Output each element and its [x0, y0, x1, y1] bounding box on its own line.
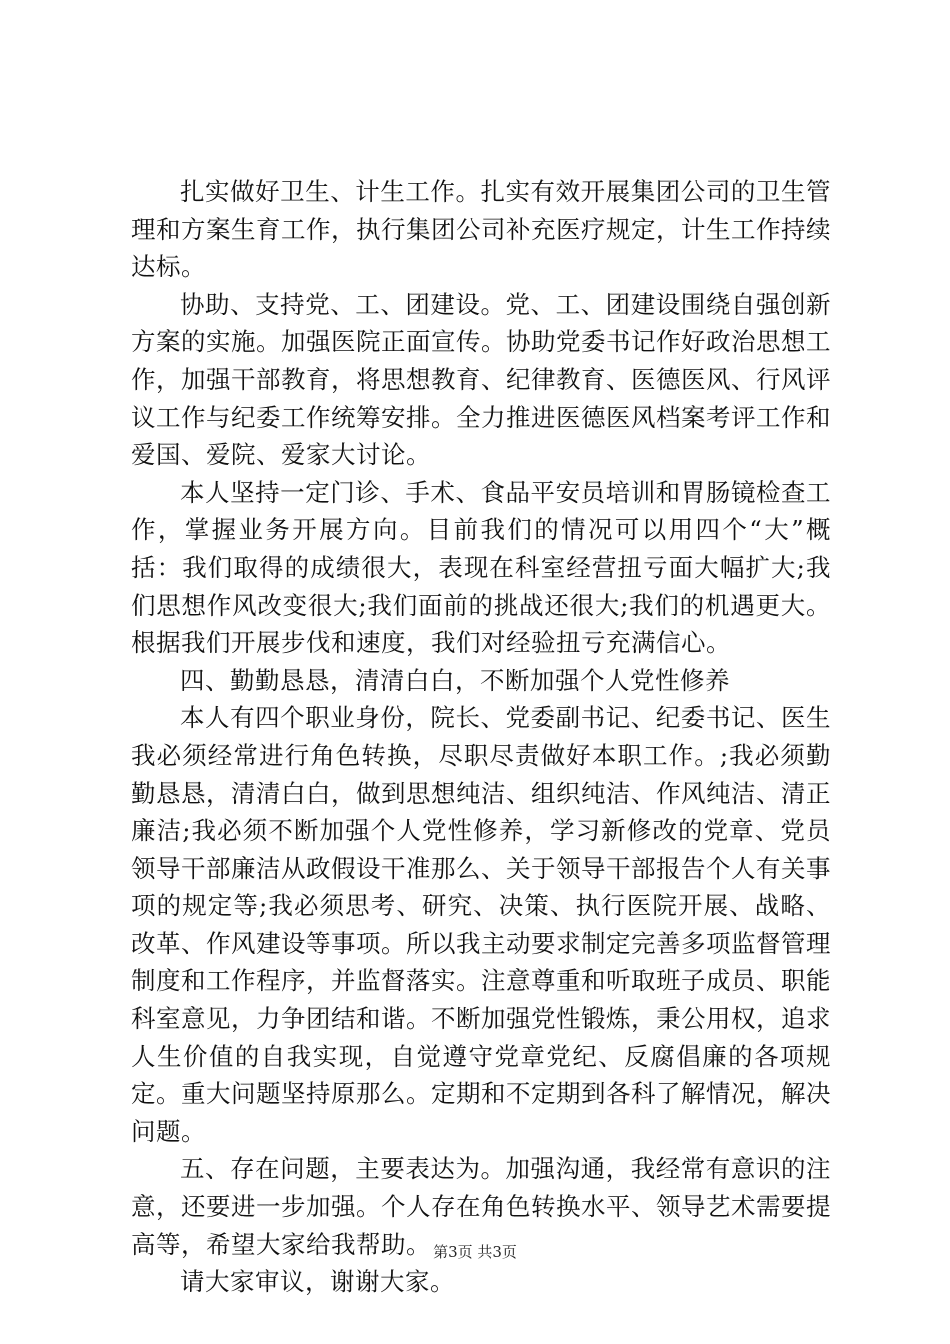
paragraph-party-support: 协助、支持党、工、团建设。党、工、团建设围绕自强创新方案的实施。加强医院正面宣传。协助党委书记作好政治思想工作，加强干部教育，将思想教育、纪律教育、医德医风、行风评议工作与纪委工作统筹安排。全力推进医德医风档案考评工作和爱国、爱院、爱家大讨论。: [131, 289, 831, 470]
paragraph-health-family-planning: 扎实做好卫生、计生工作。扎实有效开展集团公司的卫生管理和方案生育工作，执行集团公司补充医疗规定，计生工作持续达标。: [131, 177, 831, 282]
paragraph-clinical-work: 本人坚持一定门诊、手术、食品平安员培训和胃肠镜检查工作，掌握业务开展方向。目前我们的情况可以用四个“大”概括：我们取得的成绩很大，表现在科室经营扭亏面大幅扩大;我们思想作风改变很大;我们面前的挑战还很大;我们的机遇更大。根据我们开展步伐和速度，我们对经验扭亏充满信心。: [131, 477, 831, 658]
document-body: [131, 173, 831, 1301]
page-number-label: 第3页 共3页: [433, 1243, 517, 1261]
paragraph-problems: 五、存在问题，主要表达为。加强沟通，我经常有意识的注意，还要进一步加强。个人存在角色转换水平、领导艺术需要提高等，希望大家给我帮助。: [131, 1154, 831, 1259]
paragraph-roles-integrity: 本人有四个职业身份，院长、党委副书记、纪委书记、医生我必须经常进行角色转换，尽职尽责做好本职工作。;我必须勤勤恳恳，清清白白，做到思想纯洁、组织纯洁、作风纯洁、清正廉洁;我必须不断加强个人党性修养，学习新修改的党章、党员领导干部廉洁从政假设干准那么、关于领导干部报告个人有关事项的规定等;我必须思考、研究、决策、执行医院开展、战略、改革、作风建设等事项。所以我主动要求制定完善多项监督管理制度和工作程序，并监督落实。注意尊重和听取班子成员、职能科室意见，力争团结和谐。不断加强党性锻炼，秉公用权，追求人生价值的自我实现，自觉遵守党章党纪、反腐倡廉的各项规定。重大问题坚持原那么。定期和不定期到各科了解情况，解决问题。: [131, 703, 831, 1146]
page-footer: [0, 1242, 950, 1262]
section-heading-four: 四、勤勤恳恳，清清白白，不断加强个人党性修养: [180, 665, 730, 695]
paragraph-closing: 请大家审议，谢谢大家。: [180, 1267, 455, 1297]
